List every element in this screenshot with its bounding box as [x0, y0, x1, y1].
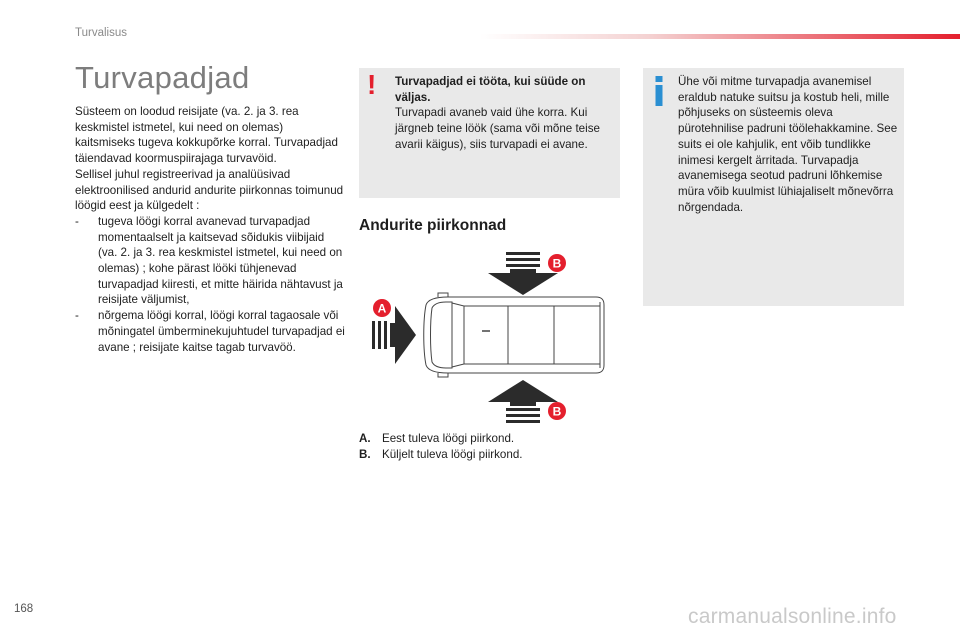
legend-key: A.: [359, 432, 371, 445]
sensor-zones-diagram: [368, 250, 608, 425]
bullet-marker: -: [75, 309, 79, 323]
legend-key: B.: [359, 447, 371, 461]
list-item: [75, 214, 345, 308]
warning-text: [395, 74, 613, 153]
label-a: A: [377, 301, 387, 316]
side-impact-arrow-top: [488, 252, 558, 295]
warning-body: Turvapadi avaneb vaid ühe korra. Kui järgneb teine löök (sama või mõne teise avarii käigus), siis turvapadi ei avane.: [395, 106, 600, 151]
label-b-bottom: B: [552, 404, 562, 419]
page-number: 168: [14, 603, 34, 615]
legend-text: Eest tuleva löögi piirkond.: [382, 432, 515, 445]
info-box: [643, 68, 904, 306]
label-b-top: B: [552, 256, 562, 271]
intro-column: [75, 104, 345, 355]
legend-item: [359, 447, 619, 463]
info-icon: [654, 76, 664, 106]
van-top-view: [424, 293, 604, 377]
intro-paragraph: Sellisel juhul registreerivad ja analüüsivad elektroonilised andurid andurite piirkonnas toimunud löögid eest ja külgedelt :: [75, 167, 344, 213]
intro-paragraph: Süsteem on loodud reisijate (va. 2. ja 3. rea keskmistel istmetel, kui need on olemas) kaitsmiseks tugeva kokkupõrke korral. Turvapadjad täiendavad koormuspiirajaga turvavöid.: [75, 105, 338, 166]
bullet-marker: -: [75, 214, 79, 228]
label-b-top-marker: [548, 254, 566, 272]
list-item: [75, 308, 345, 355]
legend-text: Küljelt tuleva löögi piirkond.: [382, 447, 523, 461]
warning-exclamation-icon: !: [367, 69, 377, 100]
zones-legend: [359, 431, 619, 462]
bullet-text: tugeva löögi korral avanevad turvapadjad momentaalselt ja kaitsevad sõidukis viibijaid (va. 2. ja 3. rea keskmistel istmetel, kui need on olemas) ; kohe pärast lööki tühjenevad turvapadjad kiiresti, et mitte häirida nähtavust ja reisijate väljumist,: [98, 214, 343, 307]
zones-heading: Andurite piirkonnad: [359, 217, 507, 234]
watermark: carmanualsonline.info: [688, 605, 897, 628]
legend-item: [359, 431, 619, 447]
warning-box: [359, 68, 620, 198]
warning-heading: Turvapadjad ei tööta, kui süüde on väljas.: [395, 75, 586, 104]
info-text: Ühe või mitme turvapadja avanemisel eraldub natuke suitsu ja kostub heli, mille põhjuseks on süsteemis oleva pürotehnilise padruni töölehakkamine. See suits ei ole kahjulik, ent võib tundlikke inimesi kergelt ärritada. Turvapadja avanemisega seotud padruni lõhkemise müra võib kuulmist lühiajaliselt mõnevõrra nõrgendada.: [678, 75, 898, 214]
bullet-text: nõrgema löögi korral, löögi korral tagaosale või mõningatel ümberminekujuhtudel turvapadjad ei avane ; reisijate kaitse tagab turvavöö.: [98, 309, 345, 354]
intro-bullet-list: [75, 214, 345, 355]
label-a-marker: [373, 299, 391, 317]
label-b-bottom-marker: [548, 402, 566, 420]
section-label: Turvalisus: [75, 27, 127, 39]
side-impact-arrow-bottom: [488, 380, 558, 423]
page-title: Turvapadjad: [75, 60, 250, 95]
header-rule: [480, 34, 960, 39]
